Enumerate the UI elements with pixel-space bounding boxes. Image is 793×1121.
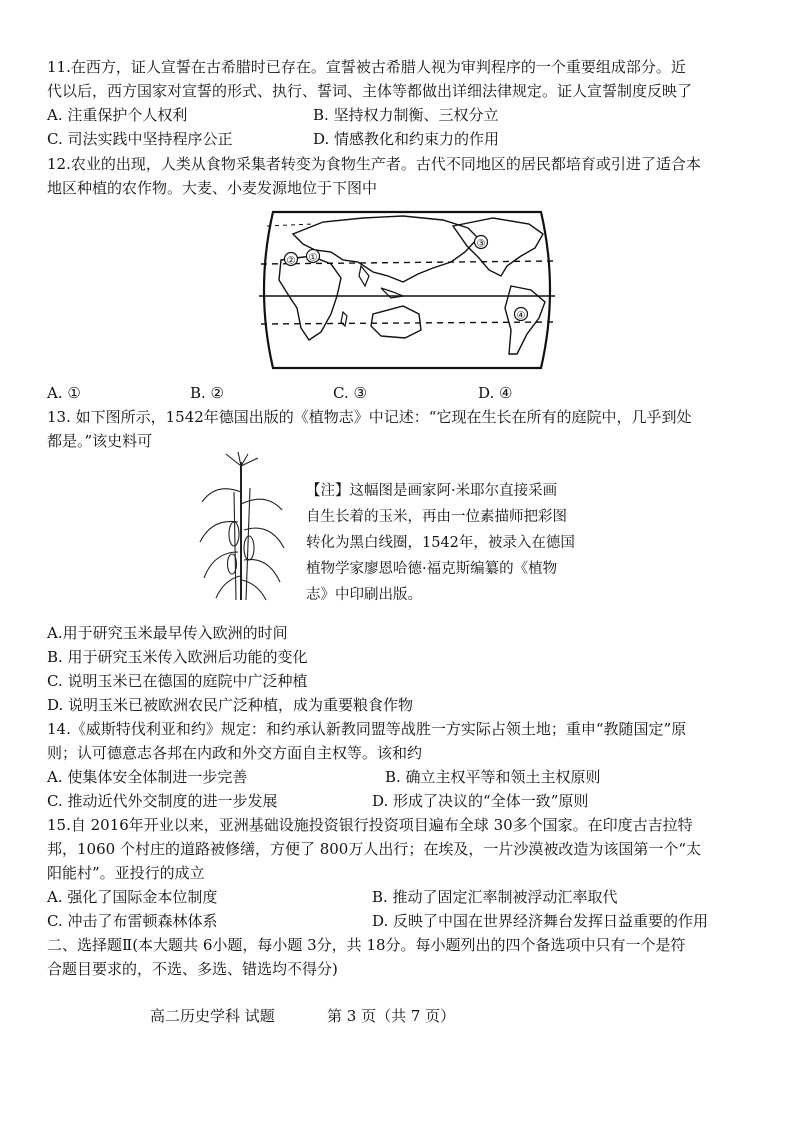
map-label-2: ②	[286, 255, 296, 267]
q11-option-b: B. 坚持权力制衡、三权分立	[313, 106, 499, 124]
q14-stem-line-1: 14.《威斯特伐利亚和约》规定：和约承认新教同盟等战胜一方实际占领土地；重申“教随国定”原	[47, 720, 687, 738]
note-line-2: 自生长着的玉米，再由一位素描师把彩图	[306, 509, 567, 525]
world-map-figure	[253, 204, 561, 376]
map-label-4: ④	[516, 310, 526, 322]
q14-stem-line-2: 则；认可德意志各邦在内政和外交方面自主权等。该和约	[47, 744, 423, 762]
q11-option-d: D. 情感教化和约束力的作用	[313, 130, 500, 148]
note-line-5: 志》中印刷出版。	[306, 587, 422, 603]
q13-stem-line-2: 都是。”该史料可	[47, 432, 153, 450]
footer-page-number: 第 3 页（共 7 页）	[327, 1007, 456, 1025]
q15-option-c: C. 冲击了布雷顿森林体系	[47, 912, 218, 930]
q14-option-b: B. 确立主权平等和领土主权原则	[385, 768, 601, 786]
q12-option-b: B. ②	[190, 384, 225, 402]
section2-line-2: 合题目要求的，不选、多选、错选均不得分)	[47, 960, 338, 978]
q11-stem-line-2: 代以后，西方国家对宣誓的形式、执行、誓词、主体等都做出详细法律规定。证人宣誓制度反映了	[47, 82, 693, 100]
corn-plant-drawing	[196, 452, 286, 602]
world-map	[253, 204, 561, 376]
q13-option-a: A.用于研究玉米最早传入欧洲的时间	[47, 624, 288, 642]
q12-stem-line-2: 地区种植的农作物。大麦、小麦发源地位于下图中	[47, 179, 378, 197]
map-label-3: ③	[476, 238, 486, 250]
q12-option-a: A. ①	[47, 384, 81, 402]
q15-option-d: D. 反映了中国在世界经济舞台发挥日益重要的作用	[372, 912, 709, 930]
note-line-3: 转化为黑白线圈，1542年，被录入在德国	[306, 535, 575, 551]
q15-option-a: A. 强化了国际金本位制度	[47, 888, 218, 906]
q11-option-a: A. 注重保护个人权利	[47, 106, 188, 124]
q14-option-a: A. 使集体安全体制进一步完善	[47, 768, 248, 786]
q11-stem-line-1: 11.在西方，证人宣誓在古希腊时已存在。宣誓被古希腊人视为审判程序的一个重要组成部分。近	[47, 58, 686, 76]
q13-figure-note	[306, 478, 606, 608]
q13-option-c: C. 说明玉米已在德国的庭院中广泛种植	[47, 672, 308, 690]
q13-option-b: B. 用于研究玉米传入欧洲后功能的变化	[47, 648, 308, 666]
note-line-4: 植物学家廖恩哈德·福克斯编纂的《植物	[306, 561, 558, 577]
footer-subject: 高二历史学科 试题	[150, 1007, 275, 1025]
map-label-1: ①	[308, 252, 318, 264]
q12-stem-line-1: 12.农业的出现，人类从食物采集者转变为食物生产者。古代不同地区的居民都培育或引进了适合本	[47, 155, 701, 173]
q13-option-d: D. 说明玉米已被欧洲农民广泛种植，成为重要粮食作物	[47, 696, 414, 714]
q11-option-c: C. 司法实践中坚持程序公正	[47, 130, 233, 148]
corn-illustration	[196, 452, 286, 602]
q15-stem-line-3: 阳能村”。亚投行的成立	[47, 864, 205, 882]
q15-option-b: B. 推动了固定汇率制被浮动汇率取代	[372, 888, 618, 906]
note-line-1: 【注】这幅图是画家阿·米耶尔直接采画	[306, 483, 558, 499]
q15-stem-line-1: 15.自 2016年开业以来，亚洲基础设施投资银行投资项目遍布全球 30多个国家。在印度古吉拉特	[47, 816, 693, 834]
section2-line-1: 二、选择题Ⅱ(本大题共 6小题，每小题 3分，共 18分。每小题列出的四个备选项中只有一个是符	[47, 936, 686, 954]
q15-stem-line-2: 邦，1060 个村庄的道路被修缮，方便了 800万人出行；在埃及，一片沙漠被改造为该国第一个“太	[47, 840, 702, 858]
map-frame	[264, 212, 550, 368]
q12-option-d: D. ④	[478, 384, 513, 402]
q14-option-d: D. 形成了决议的“全体一致”原则	[372, 792, 589, 810]
q12-option-c: C. ③	[333, 384, 367, 402]
q13-stem-line-1: 13. 如下图所示，1542年德国出版的《植物志》中记述：“它现在生长在所有的庭院中，几乎到处	[47, 408, 692, 426]
q14-option-c: C. 推动近代外交制度的进一步发展	[47, 792, 278, 810]
